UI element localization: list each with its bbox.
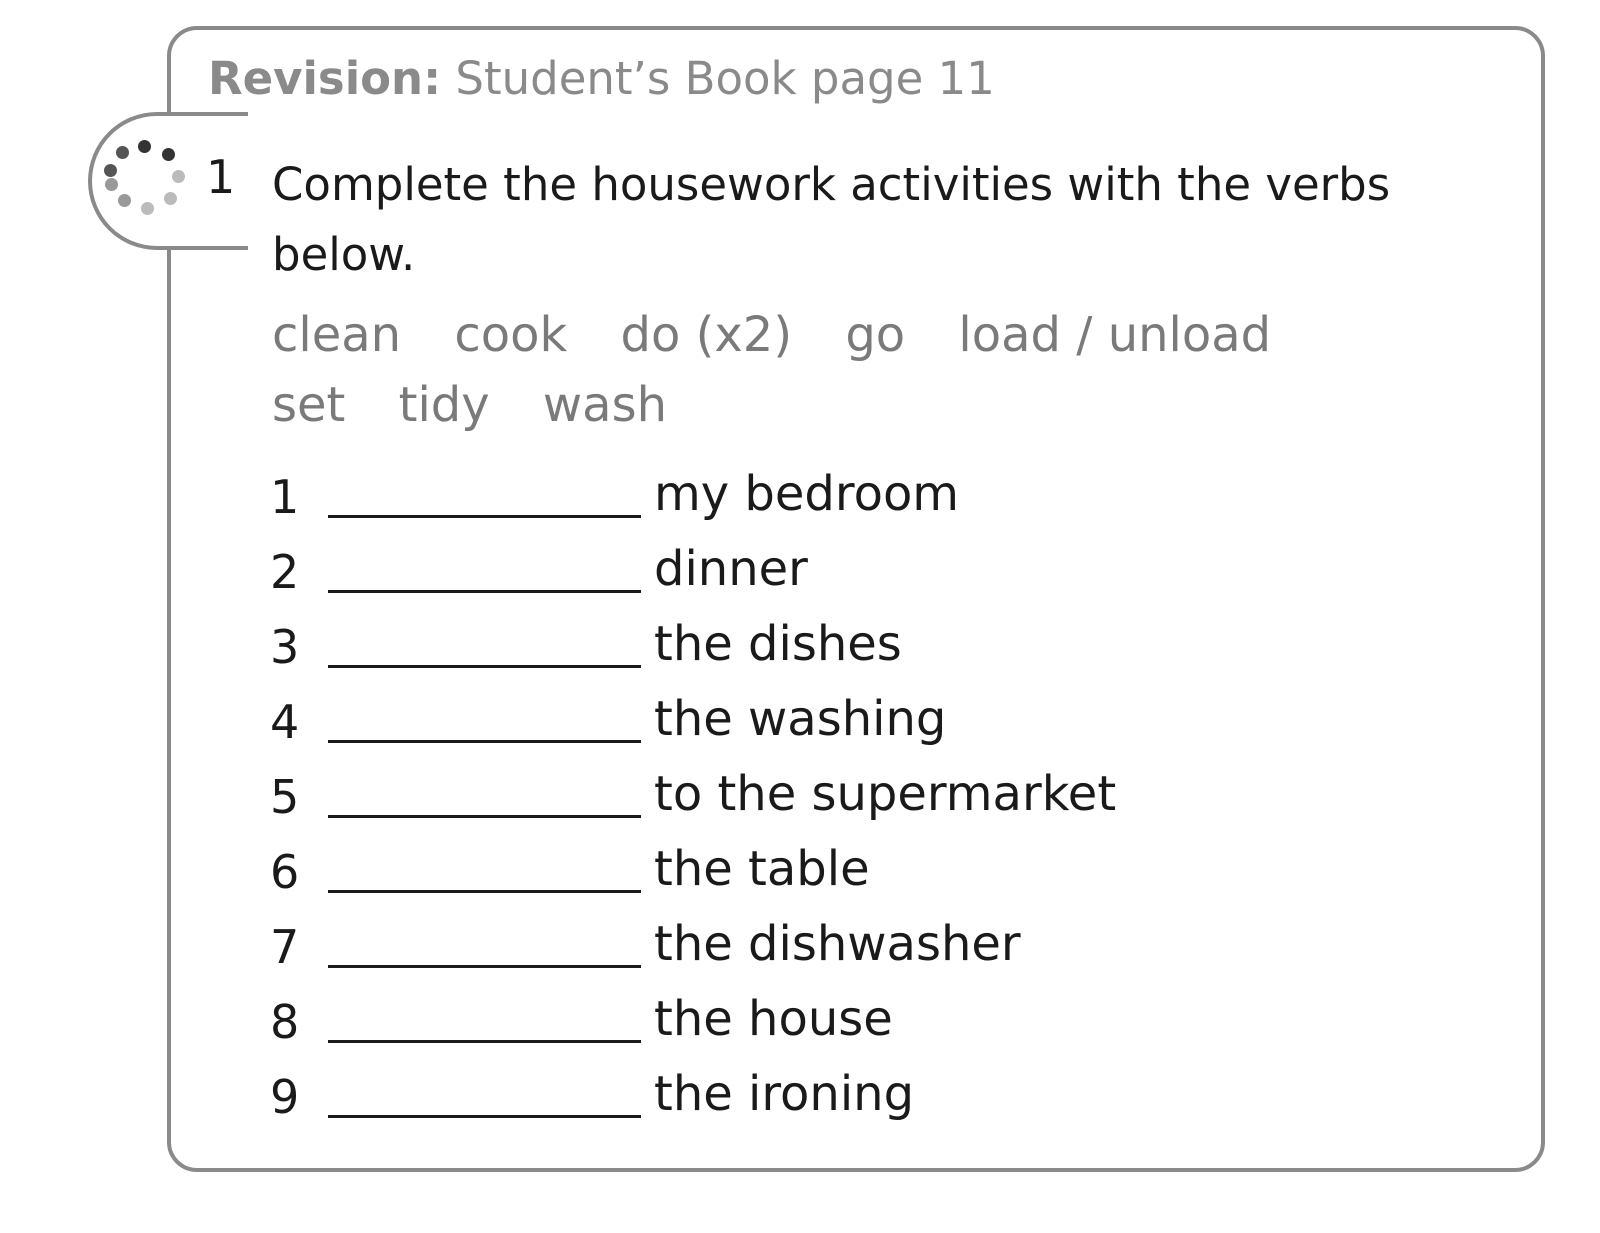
answer-blank[interactable] (328, 590, 641, 593)
answer-blank[interactable] (328, 1115, 641, 1118)
word-cook: cook (454, 307, 568, 363)
word-load-unload: load / unload (958, 307, 1272, 363)
list-item (270, 1062, 1170, 1137)
item-number: 2 (270, 545, 300, 599)
word-wash: wash (542, 377, 668, 433)
item-text: the ironing (654, 1066, 915, 1122)
item-text: the dishwasher (654, 916, 1021, 972)
list-item (270, 912, 1170, 987)
answer-blank[interactable] (328, 1040, 641, 1043)
exercise-items (270, 462, 1170, 1137)
item-number: 4 (270, 695, 300, 749)
word-clean: clean (272, 307, 402, 363)
exercise-number: 1 (206, 150, 236, 204)
revision-reference: Student’s Book page 11 (441, 52, 995, 105)
item-text: to the supermarket (654, 766, 1117, 822)
word-box-row-2 (272, 370, 1309, 440)
answer-blank[interactable] (328, 815, 641, 818)
item-text: the washing (654, 691, 947, 747)
answer-blank[interactable] (328, 890, 641, 893)
word-go: go (845, 307, 906, 363)
item-number: 3 (270, 620, 300, 674)
answer-blank[interactable] (328, 515, 641, 518)
item-text: the table (654, 841, 870, 897)
list-item (270, 537, 1170, 612)
item-number: 9 (270, 1070, 300, 1124)
word-box-row-1 (272, 300, 1309, 370)
word-set: set (272, 377, 346, 433)
answer-blank[interactable] (328, 740, 641, 743)
answer-blank[interactable] (328, 965, 641, 968)
list-item (270, 687, 1170, 762)
list-item (270, 987, 1170, 1062)
item-number: 6 (270, 845, 300, 899)
list-item (270, 462, 1170, 537)
word-tidy: tidy (398, 377, 490, 433)
item-text: the dishes (654, 616, 902, 672)
difficulty-dots-icon (104, 140, 194, 220)
item-text: the house (654, 991, 893, 1047)
item-number: 1 (270, 470, 300, 524)
word-box (272, 300, 1309, 440)
exercise-instruction: Complete the housework activities with the verbs below. (272, 158, 1391, 281)
word-do: do (x2) (620, 307, 793, 363)
item-number: 5 (270, 770, 300, 824)
item-text: dinner (654, 541, 808, 597)
revision-heading (208, 52, 995, 105)
revision-label: Revision: (208, 52, 442, 105)
item-number: 7 (270, 920, 300, 974)
item-number: 8 (270, 995, 300, 1049)
list-item (270, 762, 1170, 837)
list-item (270, 612, 1170, 687)
list-item (270, 837, 1170, 912)
answer-blank[interactable] (328, 665, 641, 668)
item-text: my bedroom (654, 466, 960, 522)
